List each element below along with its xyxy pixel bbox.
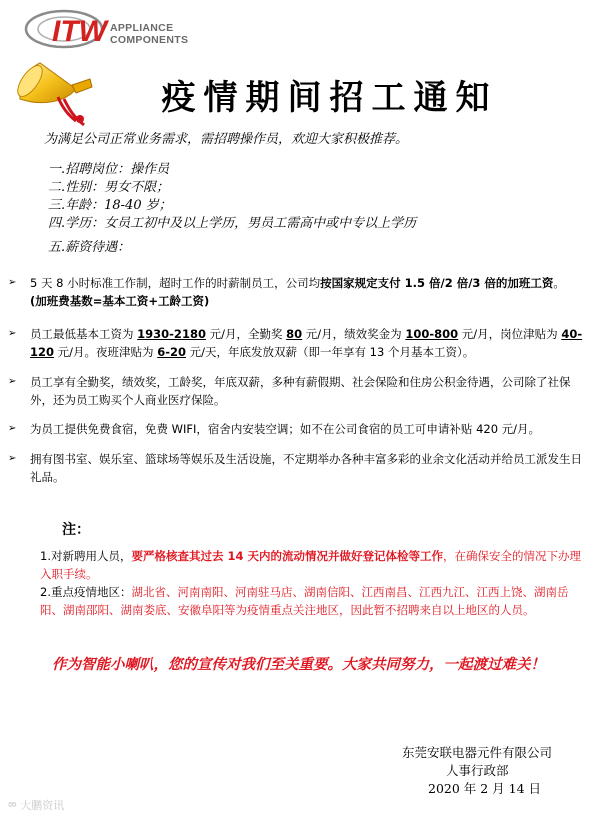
benefit-item-working-hours: ➢ 5 天 8 小时标准工作制，超时工作的时薪制员工，公司均按国家规定支付 1.5 倍/2 倍/3 倍的加班工资。 (加班费基数=基本工资+工龄工资)	[8, 276, 565, 308]
arrow-bullet-icon: ➢	[8, 423, 17, 434]
benefit-item-facilities: ➢ 拥有图书室、娱乐室、篮球场等娱乐及生活设施，不定期举办各种丰富多彩的业余文化活动并给员工派发生日礼品。	[8, 452, 582, 484]
signature-date: 2020 年 2 月 14 日	[428, 781, 542, 796]
requirement-age	[48, 197, 172, 215]
arrow-bullet-icon: ➢	[8, 376, 17, 387]
page-title: 疫情期间招工通知	[161, 78, 498, 118]
requirement-label: 四.学历：	[48, 216, 105, 231]
watermark	[8, 794, 64, 813]
arrow-bullet-icon: ➢	[8, 328, 17, 339]
watermark-logo-icon: ᢁ	[8, 799, 17, 812]
requirement-label: 二.性别：	[48, 180, 105, 195]
requirement-label: 三.年龄：	[48, 198, 105, 213]
requirement-label: 一.招聘岗位：	[48, 162, 131, 177]
itw-logo-brand: ITW	[52, 15, 107, 48]
requirement-position	[48, 161, 169, 179]
note-item-screening: 1.对新聘用人员，要严格核查其过去 14 天内的流动情况并做好登记体检等工作，在确保安全的情况下办理入职手续。	[40, 549, 581, 581]
logo-company-name	[110, 22, 188, 46]
benefit-item-insurance: ➢ 员工享有全勤奖，绩效奖，工龄奖，年底双薪，多种有薪假期、社会保险和住房公积金待遇，公司除了社保外，还为员工购买个人商业医疗保险。	[8, 375, 571, 407]
requirement-gender	[48, 179, 169, 197]
requirement-value: 18-40 岁；	[104, 198, 172, 213]
signature-company: 东莞安联电器元件有限公司	[402, 745, 553, 760]
note-item-restricted-areas: 2.重点疫情地区：湖北省、河南南阳、河南驻马店、湖南信阳、江西南昌、江西九江、江西上饶、湖南岳阳、湖南邵阳、湖南娄底、安徽阜阳等为疫情重点关注地区，因此暂不招聘来自以上地区的人员。	[40, 585, 569, 617]
requirement-label: 五.薪资待遇：	[48, 240, 131, 255]
requirement-value: 男女不限；	[104, 180, 170, 195]
arrow-bullet-icon: ➢	[8, 453, 17, 464]
logo-company-line2: COMPONENTS	[110, 34, 189, 46]
requirement-value: 女员工初中及以上学历，男员工需高中或中专以上学历	[104, 216, 417, 231]
arrow-bullet-icon: ➢	[8, 277, 17, 288]
benefit-item-accommodation: ➢ 为员工提供免费食宿，免费 WIFI，宿舍内安装空调；如不在公司食宿的员工可申请补贴 420 元/月。	[8, 422, 541, 436]
watermark-text: 大鹏资讯	[20, 799, 65, 812]
intro-text: 为满足公司正常业务需求，需招聘操作员，欢迎大家积极推荐。	[44, 132, 409, 147]
requirement-value: 操作员	[130, 162, 170, 177]
requirement-salary-heading	[48, 239, 130, 257]
benefit-item-salary: ➢ 员工最低基本工资为 1930-2180 元/月，全勤奖 80 元/月，绩效奖金为 100-800 元/月，岗位津贴为 40- 120 元/月。夜班津贴为 6-20 元/天，年底发放双薪（即一年享有 13 个月基本工资）。	[8, 327, 583, 359]
logo-company-line1: APPLIANCE	[110, 22, 174, 34]
signature-department: 人事行政部	[446, 763, 509, 778]
requirement-education	[48, 215, 416, 233]
slogan-text: 作为智能小喇叭，您的宣传对我们至关重要。大家共同努力，一起渡过难关！	[52, 656, 545, 673]
notes-heading: 注：	[62, 522, 90, 538]
